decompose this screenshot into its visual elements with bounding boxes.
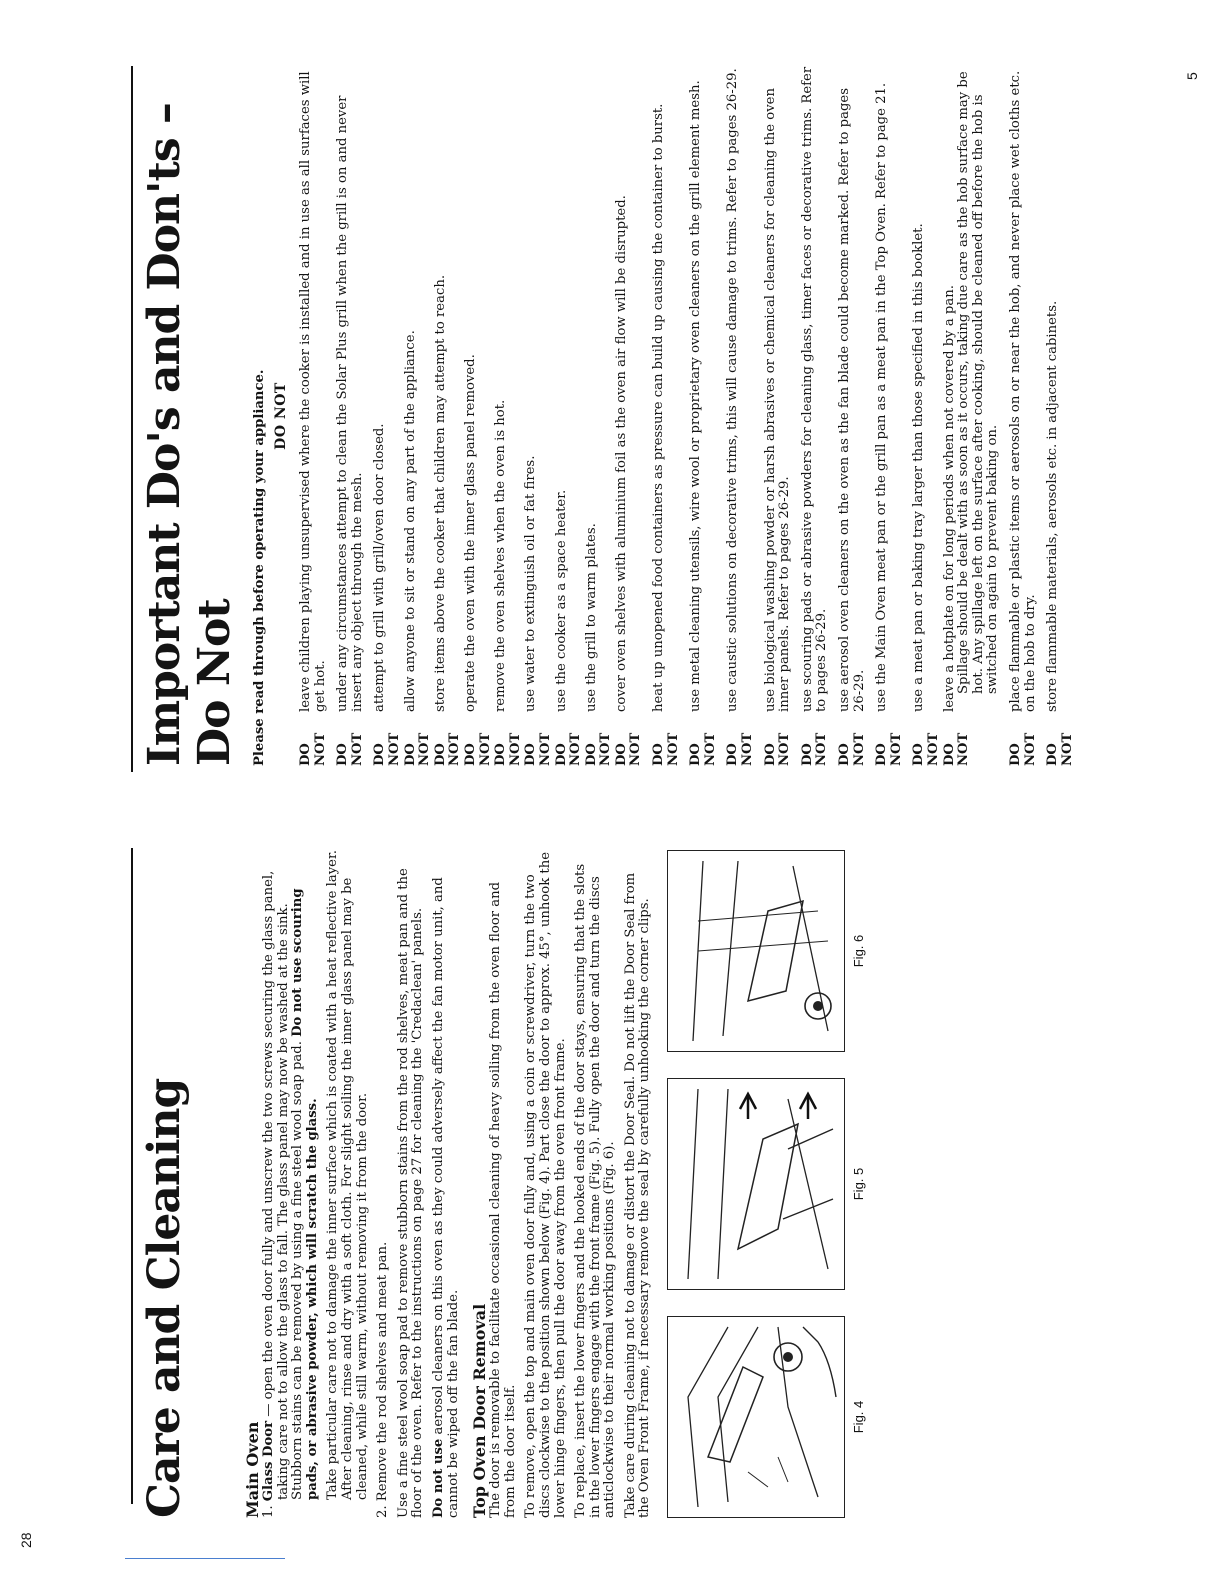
do-not-item xyxy=(875,66,904,766)
left-page xyxy=(139,848,867,1518)
paragraph: To remove, open the top and main oven door fully and, using a coin or screwdriver, turn the two discs clockwise to the position shown below (Fig. 4). Part close the door to approx. 45°, unhook the lower hinge fingers, then pull the door away from the oven front frame. xyxy=(523,852,568,1518)
do-not-label: DO NOT xyxy=(651,732,681,766)
door-stays-illustration xyxy=(667,850,845,1052)
do-not-item xyxy=(912,66,941,766)
do-not-item xyxy=(1046,66,1075,766)
do-not-label: DO NOT xyxy=(493,732,523,766)
do-not-label: DO NOT xyxy=(941,732,972,766)
figure-5 xyxy=(667,1078,866,1290)
do-not-item xyxy=(615,66,644,766)
do-not-text: use aerosol oven cleaners on the oven as the fan blade could become marked. Refer to pages 26-29. xyxy=(837,88,867,712)
figure-caption: Fig. 4 xyxy=(851,1400,867,1434)
do-not-text: leave a hotplate on for long periods when not covered by a pan. xyxy=(941,285,957,712)
page-title: Care and Cleaning xyxy=(139,1078,190,1518)
do-not-text: use water to extinguish oil or fat fires. xyxy=(523,455,539,712)
do-not-text: operate the oven with the inner glass panel removed. xyxy=(462,354,478,712)
page-subtitle: Do Not xyxy=(189,599,240,766)
do-not-text: heat up unopened food containers as pressure can build up causing the container to burst. xyxy=(651,103,667,712)
do-not-label: DO NOT xyxy=(1045,732,1075,766)
do-not-label: DO NOT xyxy=(298,732,328,766)
figure-6 xyxy=(667,850,866,1052)
do-not-text: leave children playing unsupervised where the cooker is installed and in use as all surfaces will get hot. xyxy=(298,71,328,712)
do-not-item xyxy=(299,66,328,766)
section-heading: Top Oven Door Removal xyxy=(470,1303,490,1518)
door-disc-illustration xyxy=(667,1316,845,1518)
do-not-item xyxy=(652,66,681,766)
do-not-text: place flammable or plastic items or aerosols on or near the hob, and never place wet cloths etc. on the hob to dry. xyxy=(1007,70,1038,712)
do-not-text: store items above the cooker that children may attempt to reach. xyxy=(432,274,448,712)
do-not-item xyxy=(434,66,463,766)
do-not-item xyxy=(943,66,1001,766)
do-not-text-group xyxy=(943,66,1001,712)
do-not-text: use scouring pads or abrasive powders for cleaning glass, timer faces or decorative trims. Refer to pages 26-29. xyxy=(799,66,830,712)
main-oven-section xyxy=(244,848,461,1518)
do-not-label: DO NOT xyxy=(432,732,463,766)
figure-4 xyxy=(667,1316,866,1518)
do-not-label: DO NOT xyxy=(688,732,718,766)
item-number: 2. xyxy=(375,1505,391,1518)
do-not-label: DO NOT xyxy=(1007,732,1038,766)
intro-text: Please read through before operating your appliance. xyxy=(252,369,267,766)
do-not-item xyxy=(404,66,433,766)
figures xyxy=(667,848,866,1518)
do-not-label: DO NOT xyxy=(613,732,644,766)
paragraph: Use a fine steel wool soap pad to remove stubborn stains from the rod shelves, meat pan and the floor of the oven. Refer to the instructions on page 27 for cleaning the 'Credaclean' panels. xyxy=(395,868,426,1518)
paragraph: The door is removable to facilitate occasional cleaning of heavy soiling from the oven floor and from the door itself. xyxy=(488,881,518,1518)
do-not-item xyxy=(764,66,793,766)
item-text: — open the oven door fully and unscrew the two screws securing the glass panel, taking care not to allow the glass to fall. The glass panel may now be washed at the sink. Stubborn stains can be removed by using a fine steel wool soap pad. xyxy=(261,870,306,1500)
right-page-number: 5 xyxy=(1184,72,1200,80)
do-not-text: remove the oven shelves when the oven is hot. xyxy=(493,399,509,712)
do-not-text: use the cooker as a space heater. xyxy=(553,489,569,712)
do-not-text: cover oven shelves with aluminium foil as the oven air flow will be disrupted. xyxy=(613,195,629,712)
do-not-text: store flammable materials, aerosols etc. in adjacent cabinets. xyxy=(1045,300,1061,712)
do-not-label: DO NOT xyxy=(372,732,402,766)
do-not-label: DO NOT xyxy=(837,732,867,766)
do-not-label: DO NOT xyxy=(462,732,493,766)
left-page-number: 28 xyxy=(18,1532,34,1548)
figure-caption: Fig. 6 xyxy=(851,934,867,968)
do-not-text: attempt to grill with grill/oven door closed. xyxy=(372,423,388,712)
paragraph: Take particular care not to damage the inner surface which is coated with a heat reflective layer. After cleaning, rinse and dry with a soft cloth. For slight soiling the inner glass panel may be cleaned, while still warm, without removing it from the door. xyxy=(325,849,370,1500)
warning-label: Do not use xyxy=(430,1438,446,1518)
glass-door-item xyxy=(262,848,320,1518)
do-not-label: DO NOT xyxy=(402,732,433,766)
page-title: Important Do's and Don'ts – xyxy=(139,103,190,766)
do-not-item xyxy=(336,66,365,766)
do-not-item xyxy=(1009,66,1038,766)
dos-donts-list xyxy=(252,66,1075,766)
paragraph: Take care during cleaning not to damage or distort the Door Seal. Do not lift the Door Seal from the Oven Front Frame, if necessary remove the seal by carefully unhooking the corner clips. xyxy=(622,872,653,1518)
do-not-label: DO NOT xyxy=(553,732,584,766)
do-not-label: DO NOT xyxy=(583,732,614,766)
do-not-text: use the grill to warm plates. xyxy=(583,523,599,712)
aerosol-warning xyxy=(432,848,461,1518)
figure-caption: Fig. 5 xyxy=(851,1167,867,1201)
hinge-fingers-illustration xyxy=(667,1078,845,1290)
do-not-text: use the Main Oven meat pan or the grill pan as a meat pan in the Top Oven. Refer to page 21. xyxy=(874,82,890,712)
scan-mark xyxy=(125,1558,285,1559)
do-not-item xyxy=(801,66,830,766)
do-not-item xyxy=(585,66,614,766)
do-not-item xyxy=(524,66,553,766)
do-not-item xyxy=(464,66,493,766)
do-not-label: DO NOT xyxy=(762,732,793,766)
do-not-text: use metal cleaning utensils, wire wool or proprietary oven cleaners on the grill element mesh. xyxy=(688,80,704,712)
item-number: 1. xyxy=(261,1505,276,1518)
do-not-text: under any circumstances attempt to clean the Solar Plus grill when the grill is on and never insert any object through the mesh. xyxy=(335,95,365,712)
do-not-item xyxy=(373,66,402,766)
do-not-label: DO NOT xyxy=(523,732,553,766)
do-not-text: use a meat pan or baking tray larger than those specified in this booklet. xyxy=(911,223,927,712)
item-text: Remove the rod shelves and meat pan. xyxy=(375,1241,391,1502)
do-not-item xyxy=(555,66,584,766)
do-not-label: DO NOT xyxy=(799,732,830,766)
do-not-item xyxy=(726,66,755,766)
do-not-text: allow anyone to sit or stand on any part of the appliance. xyxy=(402,330,418,712)
do-not-item xyxy=(689,66,718,766)
spillage-note: Spillage should be dealt with as soon as it occurs, taking due care as the hob surface may be hot. Any spillage left on the surface after cooking, should be cleaned off before the hob is switched on again to prevent baking on. xyxy=(956,71,1001,694)
item-label: Glass Door xyxy=(261,1420,276,1502)
warning-text: aerosol cleaners on this oven as they could adversely affect the fan motor unit, and cannot be wiped off the fan blade. xyxy=(430,877,461,1518)
do-not-text: use caustic solutions on decorative trims, this will cause damage to trims. Refer to pages 26-29. xyxy=(725,68,741,712)
do-not-label: DO NOT xyxy=(911,732,941,766)
do-not-label: DO NOT xyxy=(335,732,365,766)
do-not-item xyxy=(494,66,523,766)
section-heading: Main Oven xyxy=(243,1421,262,1518)
do-not-label: DO NOT xyxy=(874,732,904,766)
do-not-label: DO NOT xyxy=(725,732,756,766)
top-oven-door-section xyxy=(471,848,653,1518)
right-title-rule xyxy=(131,66,133,772)
left-title-rule xyxy=(131,848,133,1504)
right-page xyxy=(139,66,1075,766)
do-not-item xyxy=(838,66,867,766)
paragraph: To replace, insert the lower fingers and the hooked ends of the door stays, ensuring that the slots in the lower fingers engage with the front frame (Fig. 5). Fully open the door and turn the discs anticlockwise to their normal working positions (Fig. 6). xyxy=(573,863,618,1518)
numbered-item xyxy=(376,848,391,1518)
list-heading: DO NOT xyxy=(273,382,289,450)
do-not-text: use biological washing powder or harsh abrasives or chemical cleaners for cleaning the oven inner panels. Refer to pages 26-29. xyxy=(762,88,793,712)
warning-text: Do not use scouring pads, or abrasive powder, which will scratch the glass. xyxy=(290,888,320,1500)
